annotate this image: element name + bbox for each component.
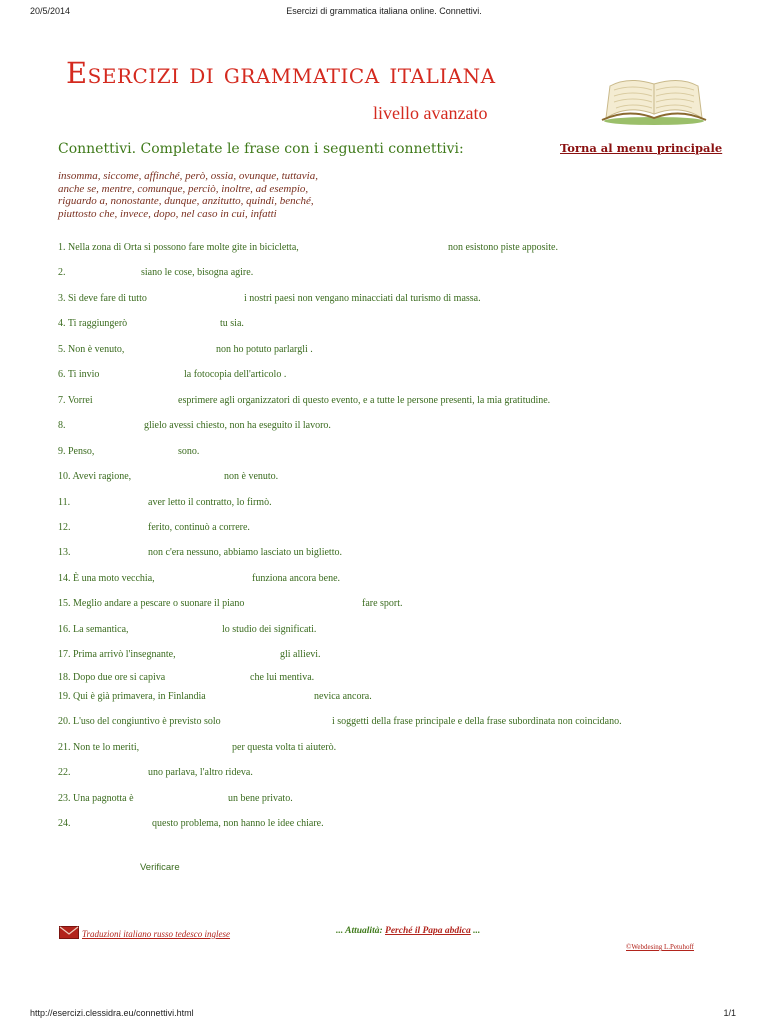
answer-input[interactable]	[158, 792, 228, 807]
answer-input[interactable]	[152, 623, 222, 638]
exercise-text-after: gli allievi.	[280, 649, 321, 660]
open-book-icon	[598, 74, 710, 126]
exercise-text-after: che lui mentiva.	[250, 672, 315, 683]
exercise-text-after: per questa volta ti aiuterò.	[232, 742, 337, 753]
exercise-text-after: non è venuto.	[224, 471, 279, 482]
exercise-text-before: 15. Meglio andare a pescare o suonare il piano	[58, 598, 245, 609]
connectives-line: piuttosto che, invece, dopo, nel caso in cui, infatti	[58, 207, 277, 220]
exercise-text-after: non esistono piste apposite.	[448, 242, 558, 253]
exercise-text-after: funziona ancora bene.	[252, 573, 341, 584]
exercise-text-before: 5. Non è venuto,	[58, 344, 125, 355]
exercise-text-after: ferito, continuò a correre.	[148, 522, 250, 533]
exercise-text-after: non ho potuto parlargli .	[216, 344, 313, 355]
answer-input[interactable]	[294, 597, 364, 612]
exercise-text-after: sono.	[178, 446, 200, 457]
exercise-text-before: 17. Prima arrivò l'insegnante,	[58, 649, 176, 660]
exercise-text-before: 18. Dopo due ore si capiva	[58, 672, 166, 683]
exercise-text-after: la fotocopia dell'articolo .	[184, 369, 287, 380]
exercise-text-before: 14. È una moto vecchia,	[58, 573, 155, 584]
exercise-text-before: 10. Avevi ragione,	[58, 471, 132, 482]
exercise-text-before: 19. Qui è già primavera, in Finlandia	[58, 691, 206, 702]
answer-input[interactable]	[72, 419, 144, 434]
exercise-text-before: 3. Si deve fare di tutto	[58, 293, 147, 304]
answer-input[interactable]	[146, 343, 216, 358]
answer-input[interactable]	[78, 817, 152, 832]
answer-input[interactable]	[150, 317, 220, 332]
level-subtitle: livello avanzato	[373, 103, 488, 123]
answer-input[interactable]	[246, 690, 316, 705]
exercise-text-before: 24.	[58, 818, 71, 829]
news-line	[336, 926, 480, 936]
exercise-text-before: 6. Ti invio	[58, 369, 100, 380]
connectives-line: anche se, mentre, comunque, perciò, inoltre, ad esempio,	[58, 182, 309, 195]
exercise-text-before: 7. Vorrei	[58, 395, 93, 406]
exercise-text-after: fare sport.	[362, 598, 403, 609]
exercise-text-before: 9. Penso,	[58, 446, 95, 457]
print-url: http://esercizi.clessidra.eu/connettivi.html	[30, 1008, 194, 1018]
site-title: Esercizi di grammatica italiana	[66, 56, 496, 90]
translations-link[interactable]: Traduzioni italiano russo tedesco inglese	[82, 929, 231, 939]
answer-input[interactable]	[78, 766, 148, 781]
answer-input[interactable]	[72, 266, 142, 281]
exercise-text-after: i nostri paesi non vengano minacciati dal turismo di massa.	[244, 293, 481, 304]
exercise-text-after: uno parlava, l'altro rideva.	[148, 767, 253, 778]
exercise-text-after: nevica ancora.	[314, 691, 372, 702]
answer-input[interactable]	[78, 546, 148, 561]
exercise-text-after: esprimere agli organizzatori di questo evento, e a tutte le persone presenti, la mia gratitudine.	[178, 395, 551, 406]
exercise-text-after: un bene privato.	[228, 793, 293, 804]
answer-input[interactable]	[162, 741, 232, 756]
answer-input[interactable]	[358, 241, 448, 256]
answer-input[interactable]	[108, 445, 178, 460]
answer-input[interactable]	[108, 394, 178, 409]
exercise-text-after: questo problema, non hanno le idee chiare.	[152, 818, 324, 829]
exercise-text-before: 1. Nella zona di Orta si possono fare molte gite in bicicletta,	[58, 242, 299, 253]
exercise-text-before: 2.	[58, 267, 66, 278]
exercise-text-before: 16. La semantica,	[58, 624, 129, 635]
exercise-text-after: tu sia.	[220, 318, 244, 329]
answer-input[interactable]	[78, 521, 148, 536]
news-link[interactable]: Perché il Papa abdica	[385, 926, 471, 936]
answer-input[interactable]	[210, 648, 280, 663]
print-page-number: 1/1	[723, 1008, 736, 1018]
verify-button[interactable]: Verificare	[140, 862, 180, 873]
connectives-list	[58, 170, 458, 220]
exercise-text-before: 23. Una pagnotta è	[58, 793, 134, 804]
back-to-menu-link[interactable]: Torna al menu principale	[560, 141, 723, 155]
exercise-text-after: i soggetti della frase principale e della frase subordinata non coincidano.	[332, 716, 622, 727]
exercise-text-before: 4. Ti raggiungerò	[58, 318, 128, 329]
connectives-line: riguardo a, nonostante, dunque, anzitutto, quindi, benché,	[58, 195, 314, 207]
print-header	[0, 6, 768, 20]
print-date: 20/5/2014	[30, 6, 71, 16]
connectives-line: insomma, siccome, affinché, però, ossia, ovunque, tuttavia,	[58, 170, 318, 182]
print-page-title: Esercizi di grammatica italiana online. Connettivi.	[286, 6, 482, 16]
exercise-text-before: 22.	[58, 767, 71, 778]
exercise-heading: Connettivi. Completate le frase con i seguenti connettivi:	[58, 141, 464, 157]
answer-input[interactable]	[78, 496, 148, 511]
exercise-text-after: lo studio dei significati.	[222, 624, 317, 635]
webdesign-credit-link[interactable]: ©Webdesing L.Petuhoff	[626, 943, 695, 951]
exercise-text-before: 21. Non te lo meriti,	[58, 742, 140, 753]
answer-input[interactable]	[182, 572, 252, 587]
answer-input[interactable]	[114, 368, 184, 383]
exercise-text-after: aver letto il contratto, lo firmò.	[148, 497, 272, 508]
answer-input[interactable]	[154, 470, 224, 485]
exercise-text-before: 8.	[58, 420, 66, 431]
exercise-text-after: non c'era nessuno, abbiamo lasciato un biglietto.	[148, 547, 342, 558]
exercise-text-before: 12.	[58, 522, 71, 533]
answer-input[interactable]	[262, 715, 332, 730]
news-suffix: ...	[473, 926, 481, 936]
news-prefix: ... Attualità:	[336, 926, 383, 936]
mail-icon[interactable]	[59, 926, 79, 939]
exercise-text-after: siano le cose, bisogna agire.	[141, 267, 254, 278]
exercise-text-before: 11.	[58, 497, 71, 508]
answer-input[interactable]	[176, 292, 244, 307]
exercise-text-after: glielo avessi chiesto, non ha eseguito il lavoro.	[144, 420, 331, 431]
exercise-text-before: 20. L'uso del congiuntivo è previsto solo	[58, 716, 221, 727]
exercise-text-before: 13.	[58, 547, 71, 558]
answer-input[interactable]	[182, 671, 252, 686]
